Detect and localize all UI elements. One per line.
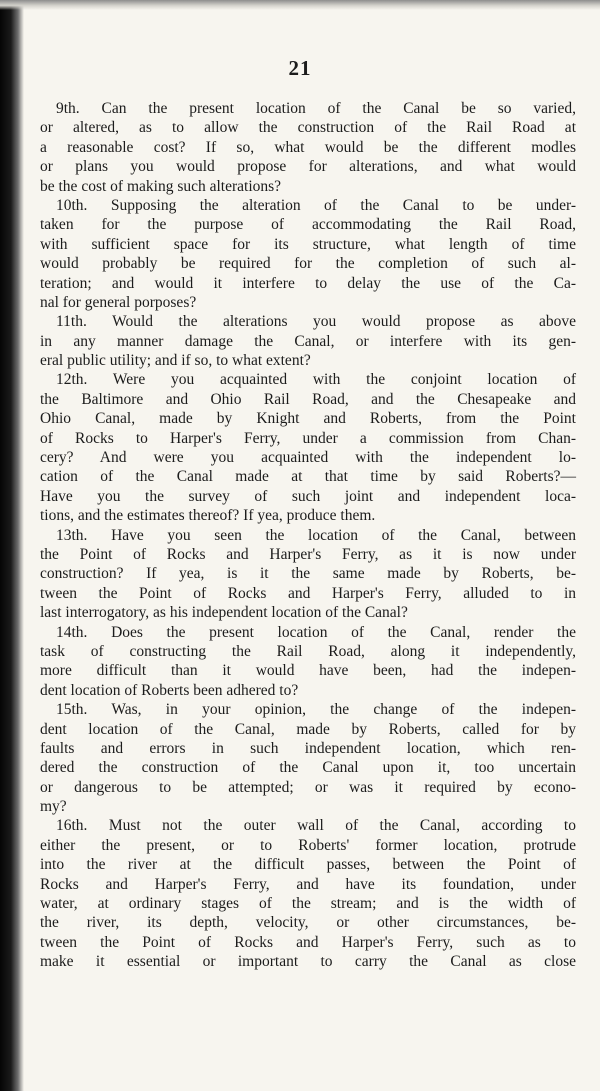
text-line: the Baltimore and Ohio Rail Road, and the Chesapeake and xyxy=(40,390,576,408)
paragraph xyxy=(40,370,576,525)
text-line: 16th. Must not the outer wall of the Canal, according to xyxy=(56,817,576,835)
text-line: eral public utility; and if so, to what extent? xyxy=(40,352,311,370)
text-line: either the present, or to Roberts' former location, protrude xyxy=(40,836,576,854)
text-line: tween the Point of Rocks and Harper's Ferry, alluded to in xyxy=(40,584,576,602)
text-line: with sufficient space for its structure, what length of time xyxy=(40,235,576,253)
text-line: into the river at the difficult passes, between the Point of xyxy=(40,856,576,874)
page-number: 21 xyxy=(288,56,312,80)
text-line: cery? And were you acquainted with the independent lo- xyxy=(40,449,576,467)
text-line: 12th. Were you acquainted with the conjoint location of xyxy=(56,371,576,389)
text-line: a reasonable cost? If so, what would be the different modles xyxy=(40,138,576,156)
top-edge-shadow xyxy=(0,0,600,10)
text-line: dent location of Roberts been adhered to? xyxy=(40,681,299,699)
text-line: or altered, as to allow the construction of the Rail Road at xyxy=(40,119,576,137)
text-line: task of constructing the Rail Road, along it independently, xyxy=(40,642,576,660)
text-line: tions, and the estimates thereof? If yea, produce them. xyxy=(40,507,376,525)
text-line: of Rocks to Harper's Ferry, under a commission from Chan- xyxy=(40,429,576,447)
text-line: 14th. Does the present location of the Canal, render the xyxy=(56,623,576,641)
paragraph xyxy=(40,700,576,816)
text-line: more difficult than it would have been, had the indepen- xyxy=(40,662,576,680)
text-line: 15th. Was, in your opinion, the change of the indepen- xyxy=(56,701,576,719)
text-line: taken for the purpose of accommodating the Rail Road, xyxy=(40,216,576,234)
paragraph xyxy=(40,623,576,701)
text-line: tween the Point of Rocks and Harper's Ferry, such as to xyxy=(40,933,576,951)
text-line: my? xyxy=(40,798,67,816)
text-line: be the cost of making such alterations? xyxy=(40,177,282,195)
text-line: dered the construction of the Canal upon it, too uncertain xyxy=(40,759,576,777)
interrogatories-text xyxy=(40,99,576,972)
text-line: construction? If yea, is it the same made by Roberts, be- xyxy=(40,565,576,583)
text-line: faults and errors in such independent location, which ren- xyxy=(40,739,576,757)
text-line: Have you the survey of such joint and independent loca- xyxy=(40,487,576,505)
binding-shadow xyxy=(0,0,24,1091)
text-line: make it essential or important to carry the Canal as close xyxy=(40,953,576,971)
text-line: last interrogatory, as his independent location of the Canal? xyxy=(40,604,408,622)
text-line: 13th. Have you seen the location of the Canal, between xyxy=(56,526,576,544)
text-line: Ohio Canal, made by Knight and Roberts, from the Point xyxy=(40,410,576,428)
text-line: 11th. Would the alterations you would propose as above xyxy=(56,313,576,331)
paragraph xyxy=(40,816,576,971)
text-line: the river, its depth, velocity, or other circumstances, be- xyxy=(40,914,576,932)
text-line: 10th. Supposing the alteration of the Canal to be under- xyxy=(56,196,576,214)
text-line: teration; and would it interfere to delay the use of the Ca- xyxy=(40,274,576,292)
text-line: or plans you would propose for alterations, and what would xyxy=(40,158,576,176)
text-line: dent location of the Canal, made by Roberts, called for by xyxy=(40,720,576,738)
text-line: 9th. Can the present location of the Canal be so varied, xyxy=(56,100,576,117)
text-line: would probably be required for the completion of such al- xyxy=(40,255,576,273)
text-line: cation of the Canal made at that time by said Roberts?— xyxy=(40,468,576,486)
paragraph xyxy=(40,196,576,312)
text-line: in any manner damage the Canal, or interfere with its gen- xyxy=(40,332,576,350)
text-line: the Point of Rocks and Harper's Ferry, as it is now under xyxy=(40,545,576,563)
paragraph xyxy=(40,99,576,196)
text-line: or dangerous to be attempted; or was it required by econo- xyxy=(40,778,576,796)
text-line: Rocks and Harper's Ferry, and have its foundation, under xyxy=(40,875,576,893)
text-line: nal for general porposes? xyxy=(40,293,197,311)
paragraph xyxy=(40,526,576,623)
text-line: water, at ordinary stages of the stream; and is the width of xyxy=(40,895,576,913)
paragraph xyxy=(40,312,576,370)
